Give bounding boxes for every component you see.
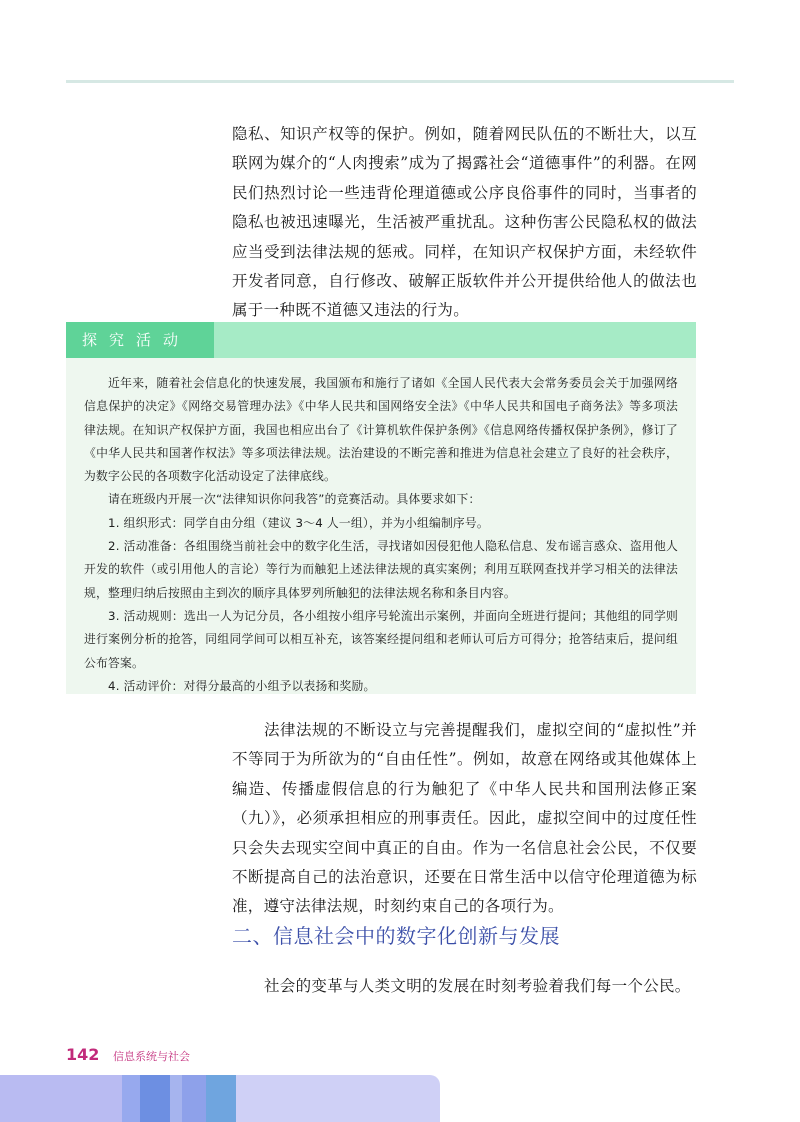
activity-title: 探究活动 — [82, 331, 191, 349]
section-heading: 二、信息社会中的数字化创新与发展 — [232, 924, 560, 948]
activity-header-bar — [66, 322, 696, 358]
body-paragraph-1 — [232, 120, 697, 326]
paragraph-text: 法律法规的不断设立与完善提醒我们，虚拟空间的“虚拟性”并不等同于为所欲为的“自由任性”。例如，故意在网络或其他媒体上编造、传播虚假信息的行为触犯了《中华人民共和国刑法修正案（九）》，必须承担相应的刑事责任。因此，虚拟空间中的过度任性只会失去现实空间中真正的自由。作为一名信息社会公民，不仅要不断提高自己的法治意识，还要在日常生活中以信守伦理道德为标准，遵守法律法规，时刻约束自己的各项行为。 — [232, 721, 697, 916]
activity-item-1: 1. 组织形式：同学自由分组（建议 3～4 人一组），并为小组编制序号。 — [108, 515, 489, 530]
inquiry-activity-box — [66, 322, 696, 694]
footer-stripe — [170, 1075, 182, 1122]
body-paragraph-3 — [232, 972, 697, 1001]
footer-stripe — [0, 1075, 122, 1122]
top-divider — [66, 80, 734, 83]
footer-stripe — [122, 1075, 140, 1122]
activity-body — [84, 372, 678, 698]
activity-item-3: 3. 活动规则：选出一人为记分员，各小组按小组序号轮流出示案例，并面向全班进行提问；其他组的同学则进行案例分析的抢答，同组同学间可以相互补充，该答案经提问组和老师认可后方可得分；抢答结束后，提问组公布答案。 — [84, 608, 678, 670]
body-paragraph-2 — [232, 716, 697, 922]
running-title: 信息系统与社会 — [113, 1050, 190, 1063]
activity-intro-1: 近年来，随着社会信息化的快速发展，我国颁布和施行了诸如《全国人民代表大会常务委员会关于加强网络信息保护的决定》《网络交易管理办法》《中华人民共和国网络安全法》《中华人民共和国电子商务法》等多项法律法规。在知识产权保护方面，我国也相应出台了《计算机软件保护条例》《信息网络传播权保护条例》，修订了《中华人民共和国著作权法》等多项法律法规。法治建设的不断完善和推进为信息社会建立了良好的社会秩序，为数字公民的各项数字化活动设定了法律底线。 — [84, 376, 678, 484]
footer-stripe — [140, 1075, 170, 1122]
activity-item-4: 4. 活动评价：对得分最高的小组予以表扬和奖励。 — [108, 678, 376, 693]
paragraph-text: 社会的变革与人类文明的发展在时刻考验着我们每一个公民。 — [264, 977, 691, 995]
footer-stripe — [206, 1075, 236, 1122]
page-number: 142 — [66, 1045, 100, 1064]
activity-intro-2: 请在班级内开展一次“法律知识你问我答”的竞赛活动。具体要求如下： — [108, 492, 481, 507]
activity-title-tab — [66, 322, 214, 358]
footer-stripe — [182, 1075, 206, 1122]
paragraph-text: 隐私、知识产权等的保护。例如，随着网民队伍的不断壮大，以互联网为媒介的“人肉搜索”成为了揭露社会“道德事件”的利器。在网民们热烈讨论一些违背伦理道德或公序良俗事件的同时，当事者的隐私也被迅速曝光，生活被严重扰乱。这种伤害公民隐私权的做法应当受到法律法规的惩戒。同样，在知识产权保护方面，未经软件开发者同意，自行修改、破解正版软件并公开提供给他人的做法也属于一种既不道德又违法的行为。 — [232, 125, 697, 320]
activity-item-2: 2. 活动准备：各组围绕当前社会中的数字化生活，寻找诸如因侵犯他人隐私信息、发布谣言惑众、盗用他人开发的软件（或引用他人的言论）等行为而触犯上述法律法规的真实案例；利用互联网查找并学习相关的法律法规，整理归纳后按照由主到次的顺序具体罗列所触犯的法律法规名称和条目内容。 — [84, 539, 678, 600]
